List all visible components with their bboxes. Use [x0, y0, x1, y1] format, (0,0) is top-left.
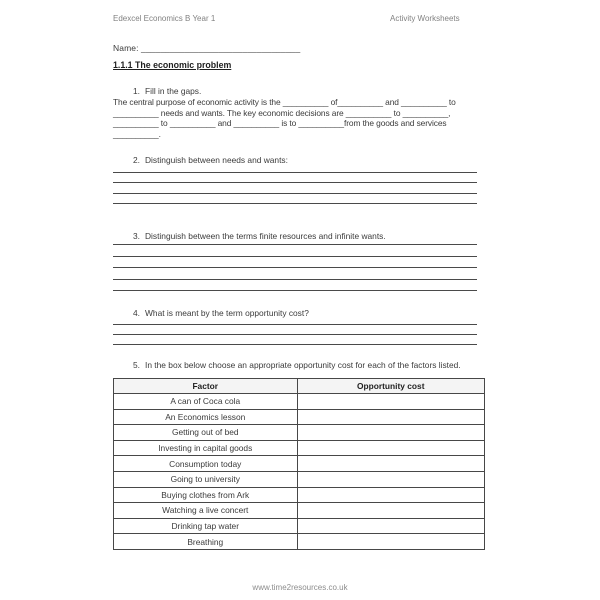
table-row: [114, 534, 485, 550]
question-5-number: 5.: [133, 360, 140, 370]
document-header-left: Edexcel Economics B Year 1: [113, 14, 216, 23]
answer-line: [113, 183, 477, 194]
question-2-prompt: Distinguish between needs and wants:: [145, 155, 288, 165]
question-1-number: 1.: [133, 86, 140, 96]
question-3-prompt: Distinguish between the terms finite resources and infinite wants.: [145, 231, 386, 241]
table-row: [114, 409, 485, 425]
opportunity-cost-cell: [297, 425, 485, 441]
opportunity-cost-cell: [297, 503, 485, 519]
answer-line: [113, 325, 477, 335]
gap-paragraph-line: __________ to __________ and __________ is to __________from the goods and services: [113, 118, 447, 129]
answer-line: [113, 194, 477, 205]
question-3-answer-lines: [113, 234, 477, 291]
question-1-prompt: Fill in the gaps.: [145, 86, 202, 96]
answer-line: [113, 162, 477, 173]
opportunity-cost-cell: [297, 518, 485, 534]
table-header-row: [114, 379, 485, 394]
page-title: 1.1.1 The economic problem: [113, 60, 232, 70]
fill-in-gaps-paragraph: [113, 97, 489, 139]
factor-cell: Going to university: [114, 471, 298, 487]
opportunity-cost-cell: [297, 440, 485, 456]
name-field: [113, 43, 300, 53]
answer-line: [113, 335, 477, 345]
answer-line: [113, 234, 477, 245]
factor-cell: Drinking tap water: [114, 518, 298, 534]
question-1: [133, 86, 201, 96]
answer-line: [113, 280, 477, 291]
factor-cell: Breathing: [114, 534, 298, 550]
opportunity-cost-cell: [297, 456, 485, 472]
question-5: [133, 360, 485, 370]
opportunity-cost-cell: [297, 534, 485, 550]
question-5-prompt: In the box below choose an appropriate opportunity cost for each of the factors listed.: [145, 360, 461, 370]
opportunity-cost-table: [113, 378, 485, 550]
opportunity-cost-cell: [297, 471, 485, 487]
table-row: [114, 503, 485, 519]
gap-paragraph-line: The central purpose of economic activity is the __________ of__________ and __________ to: [113, 97, 456, 107]
answer-line: [113, 173, 477, 184]
table-row: [114, 440, 485, 456]
factor-cell: An Economics lesson: [114, 409, 298, 425]
footer-url: www.time2resources.co.uk: [252, 583, 348, 592]
question-2-answer-lines: [113, 162, 477, 204]
gap-paragraph-line: __________ needs and wants. The key economic decisions are __________ to __________,: [113, 107, 451, 118]
table-row: [114, 456, 485, 472]
factor-cell: Watching a live concert: [114, 503, 298, 519]
name-blank-line: _________________________________: [141, 43, 301, 53]
factor-cell: A can of Coca cola: [114, 394, 298, 410]
answer-line: [113, 268, 477, 279]
factor-cell: Getting out of bed: [114, 425, 298, 441]
document-header-right: Activity Worksheets: [390, 14, 460, 23]
answer-line: [113, 257, 477, 268]
question-4-prompt: What is meant by the term opportunity cost?: [145, 308, 309, 318]
question-2-number: 2.: [133, 155, 140, 165]
question-3-number: 3.: [133, 231, 140, 241]
factor-cell: Investing in capital goods: [114, 440, 298, 456]
answer-line: [113, 315, 477, 325]
opportunity-cost-cell: [297, 487, 485, 503]
column-header-opportunity-cost: Opportunity cost: [297, 379, 485, 394]
name-label: Name:: [113, 43, 139, 53]
table-row: [114, 425, 485, 441]
table-row: [114, 487, 485, 503]
table-row: [114, 394, 485, 410]
opportunity-cost-cell: [297, 409, 485, 425]
table-row: [114, 471, 485, 487]
question-4-answer-lines: [113, 315, 477, 345]
column-header-factor: Factor: [114, 379, 298, 394]
answer-line: [113, 245, 477, 256]
factor-cell: Buying clothes from Ark: [114, 487, 298, 503]
table-row: [114, 518, 485, 534]
gap-paragraph-line: __________.: [113, 128, 161, 139]
question-4-number: 4.: [133, 308, 140, 318]
factor-cell: Consumption today: [114, 456, 298, 472]
opportunity-cost-cell: [297, 394, 485, 410]
